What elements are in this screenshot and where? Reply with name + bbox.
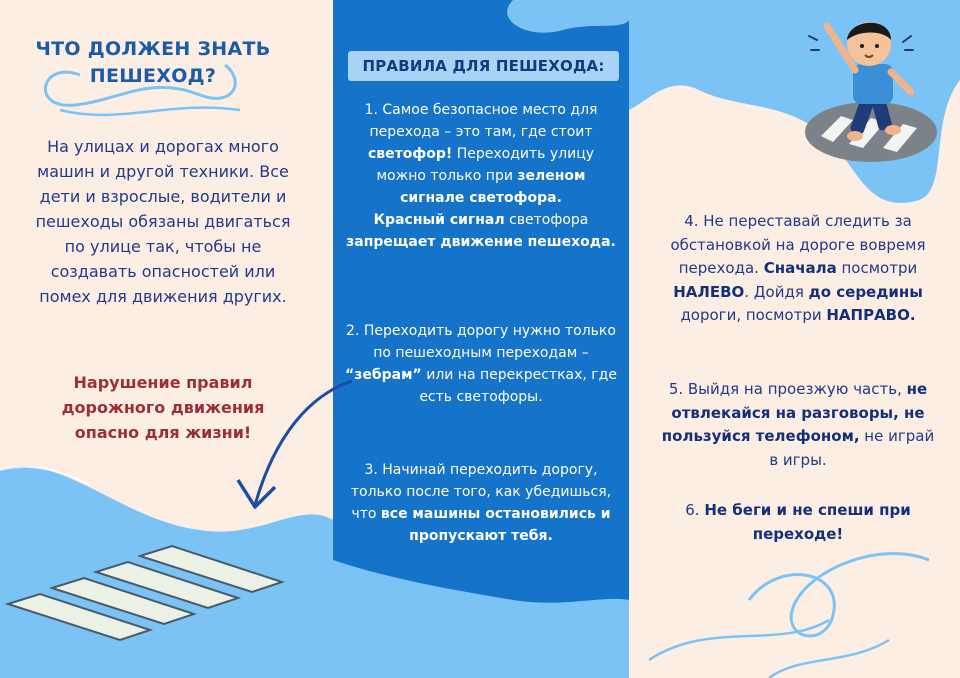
rule-4-bold: НАЛЕВО [673,282,745,301]
rule-1-bold: зеленом сигнале светофора. [400,168,586,206]
rule-4-bold: НАПРАВО. [826,306,916,324]
rule-2-bold: “зебрам” [345,367,422,383]
right-panel [629,0,960,678]
rule-6-text: 6. [685,501,705,519]
left-title-line1: ЧТО ДОЛЖЕН ЗНАТЬ [35,38,271,60]
rule-1-text: светофора [504,212,589,228]
rule-4 [658,210,938,328]
child-crossing-illustration [799,6,949,166]
rule-4-text: дороги, посмотри [680,306,827,324]
rule-2-text: 2. Переходить дорогу нужно только по пешеходным переходам – [346,323,616,361]
rule-4-text: 4. Не переставай следить за обстановкой на дороге вовремя перехода. [670,212,926,277]
rule-4-text: посмотри [836,259,918,277]
rule-1-bold: светофор! [367,146,453,162]
rule-1-bold: запрещает движение пешехода. [346,234,616,250]
left-warning-text: Нарушение правил дорожного движения опасно для жизни! [61,373,265,442]
rule-1-text: Переходить улицу можно только при [376,146,595,184]
rule-1 [345,99,617,253]
left-title-line2: ПЕШЕХОД? [89,65,217,87]
rule-6 [658,499,938,546]
left-body-text: На улицах и дорогах много машин и другой техники. Все дети и взрослые, водители и пешеходы обязаны двигаться по улице так, чтобы не создавать опасностей или помех для движения других. [35,137,291,306]
middle-title: ПРАВИЛА ДЛЯ ПЕШЕХОДА: [362,57,605,75]
left-title [18,36,288,90]
rule-3-bold: все машины остановились и пропускают тебя. [380,506,611,544]
rule-3-text: 3. Начинай переходить дорогу, только после того, как убедишься, что [350,462,612,522]
rule-2 [345,320,617,408]
rule-5-text: 5. Выйдя на проезжую часть, [668,380,907,398]
rule-1-text: 1. Самое безопасное место для перехода – это там, где стоит [364,102,598,140]
rule-4-bold: до середины [808,282,923,301]
rule-4-text: . Дойдя [744,282,809,301]
rule-1-bold: Красный сигнал [373,212,505,228]
rule-4-bold: Сначала [763,259,837,277]
rule-3 [345,459,617,547]
left-panel [0,0,333,678]
rule-5-text: не играй в игры. [769,427,935,469]
curved-arrow-icon [230,375,360,525]
rule-6-bold: Не беги и не спеши при переходе! [704,501,911,543]
rule-5 [658,378,938,472]
rule-2-text: или на перекрестках, где есть светофоры. [419,367,617,405]
rule-5-bold: не отвлекайся на разговоры, не пользуйся телефоном, [661,380,928,445]
left-decoration [0,0,333,678]
